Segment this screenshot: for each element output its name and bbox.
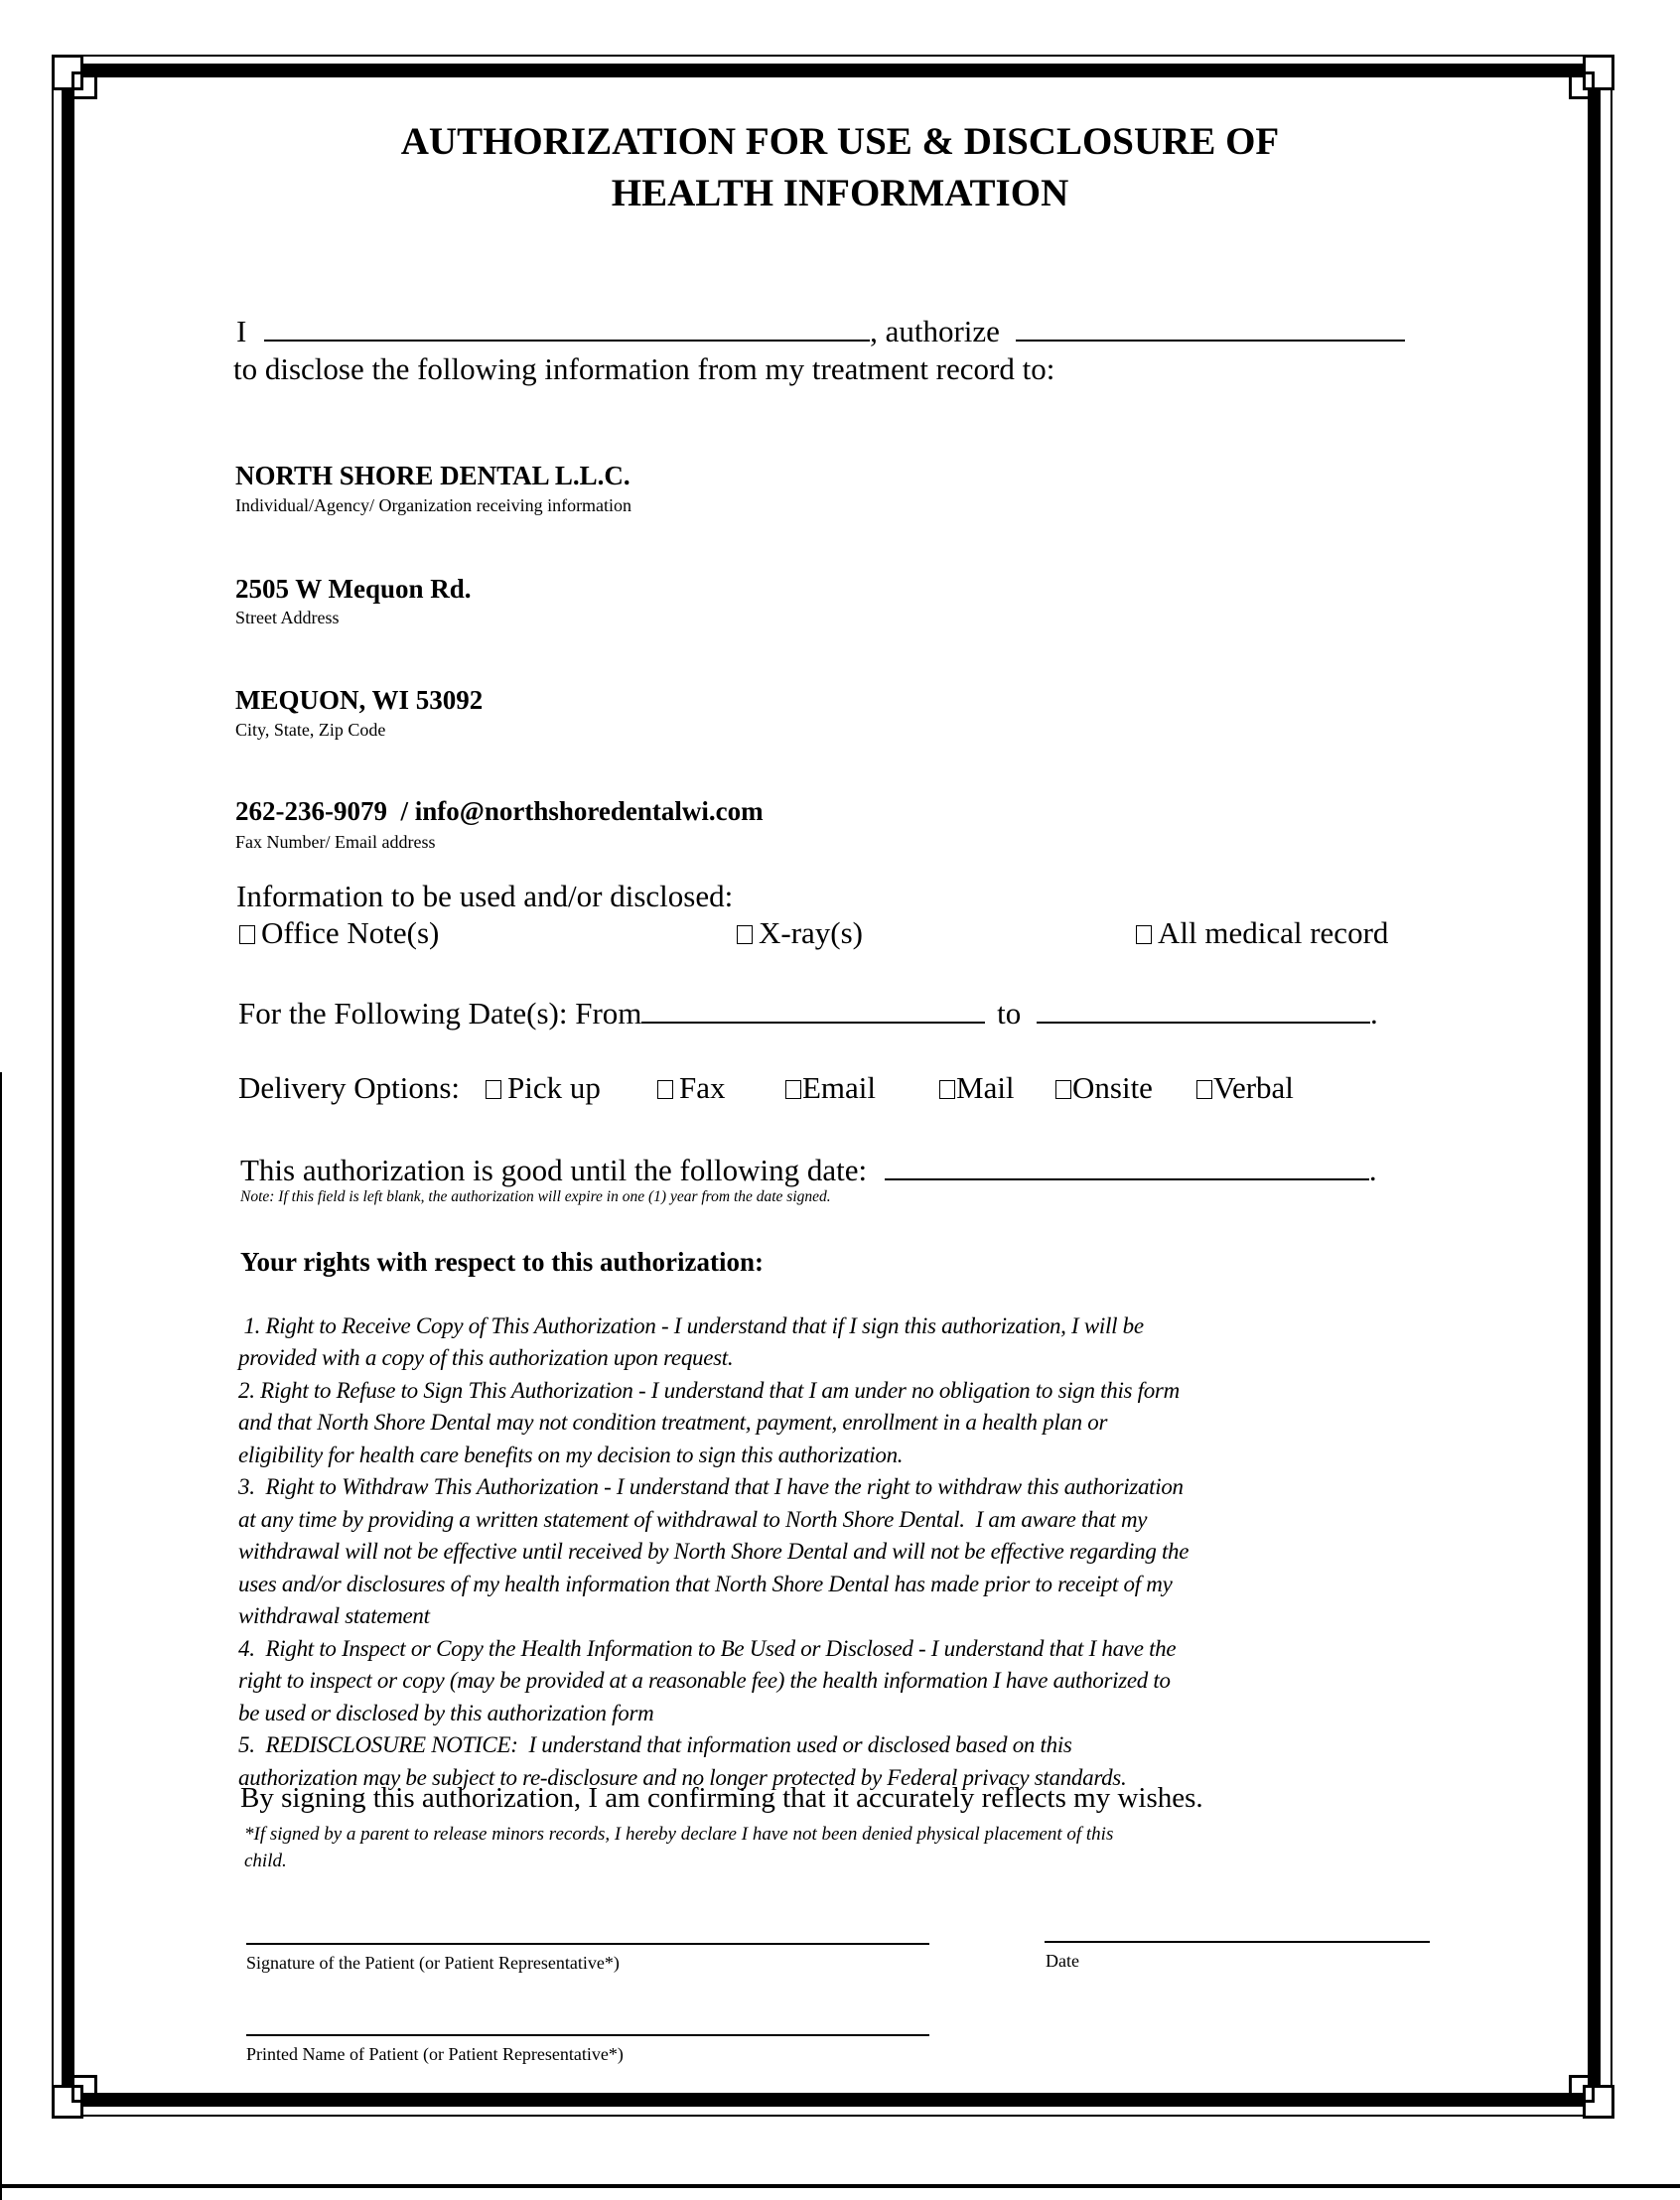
date-to-field[interactable]	[1037, 994, 1370, 1024]
rights-line: at any time by providing a written statement of withdrawal to North Shore Dental. I am aware that my	[238, 1506, 1148, 1532]
recipient-street-caption: Street Address	[235, 608, 340, 627]
rights-line: 3. Right to Withdraw This Authorization - I understand that I have the right to withdraw this authorization	[238, 1474, 1184, 1499]
expiry-row	[240, 1151, 1377, 1188]
rights-line: 2. Right to Refuse to Sign This Authorization - I understand that I am under no obligation to sign this form	[238, 1377, 1180, 1403]
corner-ornament-br-inner	[1569, 2075, 1595, 2103]
recipient-name-caption: Individual/Agency/ Organization receiving information	[235, 495, 632, 515]
rights-line: 5. REDISCLOSURE NOTICE: I understand that information used or disclosed based on this	[238, 1732, 1072, 1757]
dates-end-period: .	[1370, 996, 1378, 1031]
info-option-all-medical-record[interactable]: All medical record	[1136, 915, 1388, 951]
corner-ornament-bl-inner	[71, 2075, 97, 2103]
date-from-field[interactable]	[641, 994, 985, 1024]
checkbox-icon[interactable]	[1055, 1080, 1071, 1099]
printed-name-caption: Printed Name of Patient (or Patient Representative*)	[246, 2044, 624, 2064]
information-label: Information to be used and/or disclosed:	[236, 879, 734, 913]
recipient-contact-caption: Fax Number/ Email address	[235, 832, 436, 852]
form-title-line2: HEALTH INFORMATION	[611, 172, 1069, 214]
recipient-street: 2505 W Mequon Rd.	[235, 574, 472, 604]
delivery-option-mail[interactable]: Mail	[939, 1070, 1015, 1106]
expiry-label: This authorization is good until the following date:	[240, 1153, 868, 1187]
rights-line: 1. Right to Receive Copy of This Authorization - I understand that if I sign this authorization, I will be	[238, 1312, 1144, 1338]
authorized-provider-field[interactable]	[1016, 312, 1405, 342]
delivery-option-fax[interactable]: Fax	[657, 1070, 726, 1106]
signature-field[interactable]	[246, 1943, 929, 1945]
rights-line: uses and/or disclosures of my health information that North Shore Dental has made prior to receipt of my	[238, 1571, 1173, 1596]
corner-ornament-tl-inner	[71, 71, 97, 99]
intro-authorize-label: , authorize	[870, 314, 1000, 348]
printed-name-field[interactable]	[246, 2034, 929, 2036]
corner-ornament-tr-inner	[1569, 71, 1595, 99]
rights-line: 4. Right to Inspect or Copy the Health Information to Be Used or Disclosed - I understand that I have the	[238, 1635, 1177, 1661]
minor-note-line2: child.	[244, 1851, 287, 1871]
rights-line: right to inspect or copy (may be provided at a reasonable fee) the health information I have authorized to	[238, 1668, 1171, 1693]
signature-date-field[interactable]	[1045, 1941, 1430, 1943]
rights-line: authorization may be subject to re-disclosure and no longer protected by Federal privacy standards.	[238, 1764, 1127, 1790]
minor-note-line1: *If signed by a parent to release minors records, I hereby declare I have not been denied physical placement of this	[244, 1824, 1114, 1845]
expiry-date-field[interactable]	[885, 1151, 1369, 1180]
frame-left-bar	[62, 64, 74, 2107]
delivery-option-email[interactable]: Email	[785, 1070, 876, 1106]
expiry-end-period: .	[1368, 1153, 1377, 1187]
dates-from-label: For the Following Date(s): From	[238, 996, 642, 1031]
checkbox-icon[interactable]	[939, 1080, 955, 1099]
frame-bottom-bar	[71, 2093, 1608, 2107]
rights-line: withdrawal will not be effective until received by North Shore Dental and will not be effective regarding the	[238, 1539, 1190, 1564]
delivery-label: Delivery Options:	[238, 1070, 460, 1105]
scan-edge-left	[0, 1072, 2, 2200]
info-option-xrays[interactable]: X-ray(s)	[737, 915, 863, 951]
intro-i-label: I	[236, 314, 247, 348]
checkbox-icon[interactable]	[657, 1080, 673, 1099]
rights-line: withdrawal statement	[238, 1603, 430, 1628]
delivery-option-verbal[interactable]: Verbal	[1196, 1070, 1294, 1106]
recipient-name: NORTH SHORE DENTAL L.L.C.	[235, 461, 630, 490]
frame-right-bar	[1588, 64, 1601, 2107]
info-option-office-notes[interactable]: Office Note(s)	[239, 915, 439, 951]
checkbox-icon[interactable]	[1136, 925, 1152, 944]
confirmation-statement: By signing this authorization, I am confirming that it accurately reflects my wishes.	[240, 1782, 1203, 1814]
rights-list	[238, 1278, 1189, 1827]
recipient-city: MEQUON, WI 53092	[235, 685, 484, 715]
checkbox-icon[interactable]	[785, 1080, 801, 1099]
dates-to-label: to	[997, 996, 1022, 1031]
rights-line: provided with a copy of this authorization upon request.	[238, 1345, 734, 1370]
checkbox-icon[interactable]	[486, 1080, 501, 1099]
scan-edge-bottom	[0, 2184, 1680, 2188]
delivery-option-pickup[interactable]: Pick up	[486, 1070, 601, 1106]
expiry-note: Note: If this field is left blank, the authorization will expire in one (1) year from the date signed.	[240, 1188, 831, 1205]
checkbox-icon[interactable]	[737, 925, 753, 944]
rights-line: be used or disclosed by this authorization form	[238, 1700, 654, 1725]
patient-name-field[interactable]	[264, 312, 870, 342]
recipient-contact: 262-236-9079 / info@northshoredentalwi.com	[235, 796, 764, 826]
delivery-option-onsite[interactable]: Onsite	[1055, 1070, 1153, 1106]
signature-date-caption: Date	[1046, 1951, 1079, 1971]
signature-caption: Signature of the Patient (or Patient Representative*)	[246, 1953, 620, 1973]
intro-line1	[236, 312, 1405, 349]
form-title-line1: AUTHORIZATION FOR USE & DISCLOSURE OF	[400, 120, 1280, 163]
frame-top-bar	[62, 64, 1604, 77]
rights-line: eligibility for health care benefits on my decision to sign this authorization.	[238, 1442, 904, 1467]
recipient-city-caption: City, State, Zip Code	[235, 720, 386, 740]
dates-row	[238, 994, 1378, 1031]
checkbox-icon[interactable]	[1196, 1080, 1212, 1099]
checkbox-icon[interactable]	[239, 925, 255, 944]
intro-line2: to disclose the following information from my treatment record to:	[233, 351, 1055, 386]
rights-heading: Your rights with respect to this authorization:	[240, 1247, 764, 1277]
rights-line: and that North Shore Dental may not condition treatment, payment, enrollment in a health plan or	[238, 1410, 1108, 1435]
